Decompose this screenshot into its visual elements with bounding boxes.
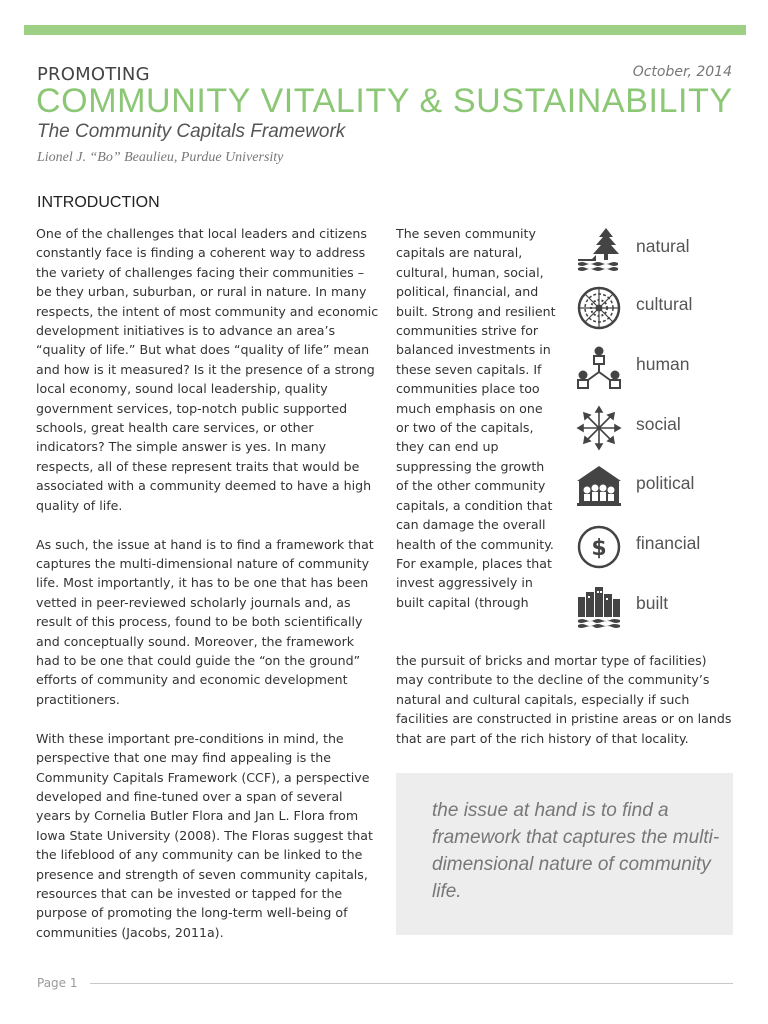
capital-label: natural [636,236,690,256]
top-accent-bar [24,25,746,35]
capital-label: political [636,473,695,493]
capital-political [574,463,744,513]
capitol-building-icon [574,463,624,513]
pull-quote-box [396,773,733,935]
capital-label: built [636,593,669,613]
intro-paragraph-2: As such, the issue at hand is to find a framework that captures the multi-dimensional nature of community life. Most importantly, it has to be one that has been vetted in peer-reviewed scholarly journals and, as result of this process, found to be both scientifically and conceptually sound. Moreover, the framework had to be one that could guide the “on the ground” efforts of community and economic development practitioners. [36,536,374,707]
dollar-circle-icon [574,523,624,573]
right-column-text-bottom: the pursuit of bricks and mortar type of facilities) may contribute to the decline of the community’s natural and cultural capitals, especially if such facilities are constructed in pristine areas or on lands that are part of the rich history of that locality. [396,653,732,746]
author-line: Lionel J. “Bo” Beaulieu, Purdue University [37,150,284,165]
footer-divider [90,983,733,984]
pull-quote: the issue at hand is to find a framework that captures the multi-dimensional nature of community life. [432,800,720,902]
left-column [36,224,381,962]
publication-date: October, 2014 [632,64,732,80]
section-heading-introduction: INTRODUCTION [37,194,160,211]
page-number: Page 1 [37,976,78,990]
capital-label: cultural [636,294,693,314]
intro-paragraph-1: One of the challenges that local leaders and citizens constantly face is finding a coherent way to address the variety of challenges facing their communities – be they urban, suburban, or rural in nature. In many respects, the intent of most community and economic development initiatives is to advance an area’s “quality of life.” But what does “quality of life” mean and how is it measured? Is it the presence of a strong local economy, sound local leadership, quality government services, top-notch public supported schools, great health care services, or other indicators? The simple answer is yes. In many respects, all of these represent traits that would be associated with a community deemed to have a high quality of life. [36,226,379,513]
mandala-icon [574,284,624,334]
title-kicker: PROMOTING [37,64,150,85]
capital-label: financial [636,533,701,553]
tree-water-icon [574,226,624,276]
page-title: COMMUNITY VITALITY & SUSTAINABILITY [36,82,733,120]
capital-cultural [574,284,744,334]
page-subtitle: The Community Capitals Framework [37,121,346,142]
capital-label: social [636,414,681,434]
capital-natural [574,226,744,276]
starburst-arrows-icon [574,404,624,454]
capital-label: human [636,354,690,374]
intro-paragraph-3: With these important pre-conditions in mind, the perspective that one may find appealing is the Community Capitals Framework (CCF), a perspective developed and fine-tuned over a span of several years by Cornelia Butler Flora and Jan L. Flora from Iowa State University (2008). The Floras suggest that the lifeblood of any community can be linked to the presence and strength of seven community capitals, resources that can be invested or tapped for the purpose of promoting the long-term well-being of communities (Jacobs, 2011a). [36,730,373,940]
capital-financial [574,523,744,573]
people-network-icon [574,344,624,394]
capital-social [574,404,744,454]
capital-built [574,583,744,633]
capital-human [574,344,744,394]
svg-text:$: $ [591,536,607,561]
right-column-text-top: The seven community capitals are natural, cultural, human, social, political, financial, and built. Strong and resilient communities strive for balanced investments in these seven capitals. If communities place too much emphasis on one or two of the capitals, they can end up suppressing the growth of the other community capitals, a condition that can damage the overall health of the community. For example, places that invest aggressively in built capital (through [396,226,556,610]
city-skyline-icon [574,583,624,633]
